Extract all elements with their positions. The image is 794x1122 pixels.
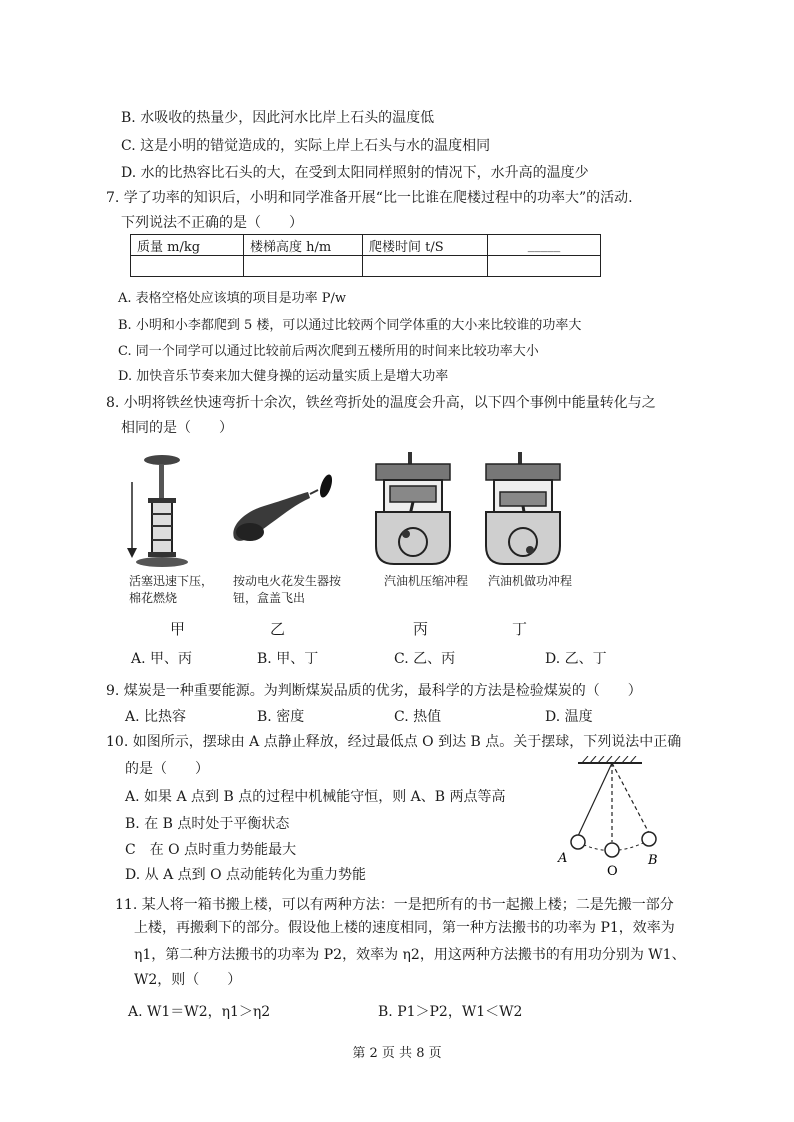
table-header-mass: 质量 m/kg: [131, 235, 244, 256]
q6-option-d: D. 水的比热容比石头的大，在受到太阳同样照射的情况下，水升高的温度少: [121, 165, 589, 181]
figure-label-yi: 乙: [270, 620, 286, 638]
q7-option-a: A. 表格空格处应该填的项目是功率 P/w: [118, 291, 347, 306]
q10-stem-line2: 的是（ ）: [125, 761, 209, 777]
q6-option-c: C. 这是小明的错觉造成的，实际上岸上石头与水的温度相同: [121, 138, 491, 154]
piston-compression-figure: [122, 452, 194, 570]
table-row: [131, 256, 601, 277]
q8-option-b: B. 甲、丁: [257, 651, 319, 667]
q9-option-d: D. 温度: [545, 709, 593, 725]
q10-option-b: B. 在 B 点时处于平衡状态: [125, 816, 290, 832]
table-cell: [131, 256, 244, 277]
pendulum-label-o: O: [607, 864, 618, 878]
figure-label-jia: 甲: [170, 620, 186, 638]
engine-compression-stroke-figure: [372, 450, 454, 566]
q7-option-d: D. 加快音乐节奏来加大健身操的运动量实质上是增大功率: [118, 369, 449, 384]
table-cell: [488, 256, 601, 277]
q7-stem-line2: 下列说法不正确的是（ ）: [121, 215, 303, 231]
q8-option-d: D. 乙、丁: [545, 651, 607, 667]
caption-jia-line1: 活塞迅速下压，: [129, 574, 214, 588]
q10-option-d: D. 从 A 点到 O 点动能转化为重力势能: [125, 867, 367, 883]
table-header-time: 爬楼时间 t/S: [363, 235, 488, 256]
caption-yi-line1: 按动电火花发生器按: [233, 574, 342, 588]
q11-stem-line1: 11. 某人将一箱书搬上楼，可以有两种方法：一是把所有的书一起搬上楼；二是先搬一部分: [115, 897, 674, 913]
pendulum-label-a: A: [558, 851, 568, 866]
spark-generator-figure: [226, 468, 352, 548]
table-header-height: 楼梯高度 h/m: [244, 235, 363, 256]
figure-label-ding: 丁: [512, 620, 528, 638]
q11-option-b: B. P1＞P2，W1＜W2: [378, 1004, 523, 1020]
table-header-row: [131, 235, 601, 256]
q8-stem-line2: 相同的是（ ）: [121, 420, 233, 436]
caption-yi-line2: 钮，盒盖飞出: [233, 591, 306, 605]
q8-option-a: A. 甲、丙: [131, 651, 193, 667]
q7-table: [130, 234, 601, 277]
q11-option-a: A. W1＝W2，η1＞η2: [128, 1004, 271, 1020]
q7-stem-line1: 7. 学了功率的知识后，小明和同学准备开展“比一比谁在爬楼过程中的功率大”的活动.: [106, 190, 633, 206]
q7-option-c: C. 同一个同学可以通过比较前后两次爬到五楼所用的时间来比较功率大小: [118, 344, 539, 359]
q9-option-c: C. 热值: [394, 709, 442, 725]
q7-option-b: B. 小明和小李都爬到 5 楼，可以通过比较两个同学体重的大小来比较谁的功率大: [118, 318, 582, 333]
page-number: 第 2 页 共 8 页: [352, 1046, 442, 1061]
q8-stem-line1: 8. 小明将铁丝快速弯折十余次，铁丝弯折处的温度会升高，以下四个事例中能量转化与之: [106, 395, 656, 411]
q10-option-a: A. 如果 A 点到 B 点的过程中机械能守恒，则 A、B 两点等高: [125, 789, 506, 805]
q10-stem-line1: 10. 如图所示，摆球由 A 点静止释放，经过最低点 O 到达 B 点。关于摆球，下列说法中正确: [106, 734, 682, 750]
q9-option-b: B. 密度: [257, 709, 305, 725]
q10-option-c: C 在 O 点时重力势能最大: [125, 842, 297, 858]
pendulum-figure: [552, 756, 668, 878]
q6-option-b: B. 水吸收的热量少，因此河水比岸上石头的温度低: [121, 110, 435, 126]
q11-stem-line2: 上楼，再搬剩下的部分。假设他上楼的速度相同，第一种方法搬书的功率为 P1，效率为: [134, 920, 675, 936]
pendulum-label-b: B: [648, 853, 658, 868]
engine-power-stroke-figure: [482, 450, 564, 566]
table-header-blank: _____: [488, 235, 601, 256]
figure-label-bing: 丙: [413, 620, 429, 638]
caption-jia-line2: 棉花燃烧: [129, 591, 178, 605]
table-cell: [244, 256, 363, 277]
table-cell: [363, 256, 488, 277]
caption-ding: 汽油机做功冲程: [488, 574, 573, 588]
q11-stem-line4: W2，则（ ）: [134, 972, 242, 988]
q9-stem: 9. 煤炭是一种重要能源。为判断煤炭品质的优劣，最科学的方法是检验煤炭的（ ）: [106, 683, 642, 699]
q9-option-a: A. 比热容: [125, 709, 187, 725]
q8-option-c: C. 乙、丙: [394, 651, 456, 667]
caption-bing: 汽油机压缩冲程: [384, 574, 469, 588]
q11-stem-line3: η1，第二种方法搬书的功率为 P2，效率为 η2，用这两种方法搬书的有用功分别为 W1、: [134, 947, 686, 963]
